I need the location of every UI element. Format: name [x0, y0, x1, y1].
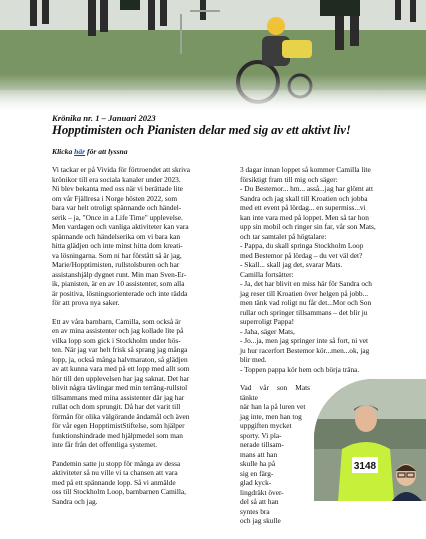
- text-line: - Skall... skall jag det, svarar Mats.: [240, 260, 343, 269]
- text-line: Vi tackar er på Vivida för förtroendet att skriva: [52, 165, 191, 174]
- text-line: superroligt Pappa!: [240, 317, 295, 326]
- text-line: för att prova nya saker.: [52, 298, 120, 307]
- text-line: rullat och dom sprungit. Då har det varit till: [52, 402, 181, 411]
- bib-number: 3148: [353, 461, 377, 472]
- text-line: syntes bra: [240, 506, 270, 516]
- right-paragraph-1: [240, 165, 392, 374]
- column-kicker: Krönika nr. 1 – Januari 2023: [52, 113, 156, 123]
- text-line: för vår egen HopptimistStiftelse, som hjälper: [52, 421, 185, 430]
- page-title: Hopptimisten och Pianisten delar med sig av ett aktivt liv!: [52, 123, 351, 137]
- runner-photo: [314, 379, 426, 501]
- text-line: Sandra och jag skall till Kroatien och jobba: [240, 193, 368, 203]
- text-line: blir med.: [240, 355, 267, 364]
- text-line: om vår Fjällresa i Norge hösten 2022, som: [52, 193, 178, 203]
- text-line: - Toppen pappa kör hem och börja träna.: [240, 364, 360, 374]
- text-line: jag inte, men han tog: [240, 411, 302, 421]
- text-line: med på ett spännande lopp. Så vi anmälde: [52, 477, 176, 487]
- text-line: 3 dagar innan loppet så kommer Camilla lite: [240, 165, 371, 174]
- text-line: är positiva, lösningsorienterade och inte rädda: [52, 288, 188, 298]
- text-line: med ett event på lördag... en supermiss...vi: [240, 203, 366, 212]
- text-line: förmån för olika välgörande ändamål och även: [52, 411, 190, 421]
- text-line: oss till Stockholm Loop, barnbarnen Camilla,: [52, 487, 187, 496]
- text-line: lingdräkt över-: [240, 487, 284, 497]
- text-line: när han la på luren vet: [240, 402, 306, 411]
- text-line: inte får från det offentliga systemet.: [52, 440, 158, 449]
- text-line: uppgiften mycket: [240, 421, 292, 430]
- listen-line: [52, 147, 128, 156]
- text-line: Vad vår son Mats tänkte: [240, 383, 310, 402]
- right-column: [240, 165, 392, 374]
- text-line: nerade tillsam-: [240, 440, 284, 449]
- text-line: Men vardagen och vanliga aktiviteter kan vara: [52, 222, 189, 231]
- text-line: spännande och händelserika om vi bara kan: [52, 231, 181, 241]
- text-line: lopp, ja, också många halvmaraton, så glädjen: [52, 354, 188, 364]
- text-line: ten. När jag var helt frisk så sprang jag många: [52, 345, 188, 354]
- text-line: va lösningarna. Som ni har förstått så är jag,: [52, 250, 182, 260]
- text-line: upp sin mobil och ringer sin far, vår son Mats,: [240, 222, 376, 231]
- text-line: - Ja, det har blivit en miss här för Sandra och: [240, 279, 372, 288]
- text-line: Ett av våra barnbarn, Camilla, som också är: [52, 316, 181, 326]
- text-line: mans att han: [240, 449, 278, 459]
- text-line: ik, pianisten, är en av 10 assistenter, som alla: [52, 279, 185, 288]
- text-line: och jag skulle: [240, 516, 281, 525]
- text-line: Marie/Hopptimisten, rullstolsburen och har: [52, 260, 180, 269]
- text-line: Ni blev bekanta med oss när vi berättade lite: [52, 184, 183, 193]
- text-line: - Jaha, säger Mats,: [240, 326, 295, 336]
- text-line: jag reser till Kroatien över helgen på jobb...: [240, 288, 369, 298]
- text-line: serik – ja, "Once in a Life Time" upplevelse.: [52, 212, 183, 222]
- text-line: hör till den upplevelsen har jag saknat. Det har: [52, 373, 190, 383]
- text-line: - Du Bestemor... hm... asså...jag har glömt att: [240, 184, 373, 193]
- text-line: del så att han: [240, 497, 279, 506]
- text-line: bara var helt otroligt spännande och händel-: [52, 203, 182, 212]
- runner-illustration: [314, 379, 426, 501]
- text-line: kan inte vara med på loppet. Men så tar hon: [240, 212, 369, 222]
- text-line: en av mina assistenter och jag kollade lite på: [52, 326, 184, 335]
- right-paragraph-wrap: [240, 383, 310, 526]
- text-line: glad kyck-: [240, 478, 272, 487]
- left-paragraph-3: [52, 459, 215, 507]
- left-paragraph-2: [52, 317, 215, 450]
- hero-photo: [0, 0, 426, 112]
- text-line: och tar samtalet på högtalare:: [240, 231, 327, 241]
- text-line: aktiviteter så nu ville vi ta chansen att vara: [52, 468, 178, 477]
- text-line: - Pappa, du skall springa Stockholm Loop: [240, 241, 364, 250]
- text-line: sig en färg-: [240, 468, 274, 478]
- text-line: funktionshindrade med hjälpmedel som man: [52, 430, 183, 440]
- listen-prefix: Klicka: [52, 147, 75, 156]
- text-line: assistanshjälp dygnet runt. Min man Sven-Er-: [52, 269, 187, 279]
- text-line: krönikor till era sociala kanaler under 2023.: [52, 174, 181, 184]
- text-line: Sandra och jag.: [52, 496, 98, 506]
- text-line: blivit några tävlingar med min terräng-rullstol: [52, 383, 188, 392]
- text-line: men tänk vad roligt nu får det...Mor och Son: [240, 298, 372, 307]
- text-line: med Bestemor på lördag – du vet väl det?: [240, 250, 363, 260]
- hero-fade: [0, 74, 426, 112]
- text-line: rullar och springer tillsammans – det blir ju: [240, 307, 368, 317]
- text-line: Camilla fortsätter:: [240, 269, 294, 279]
- text-line: av att kunna vara med på ett lopp med allt som: [52, 364, 190, 373]
- listen-suffix: för att lyssna: [85, 147, 128, 156]
- text-line: - Jo...ja, men jag springer inte så fort, ni vet: [240, 336, 369, 345]
- text-line: skulle ha på: [240, 459, 276, 468]
- left-paragraph-1: [52, 165, 215, 308]
- text-line: Pandemin satte ju stopp för många av dessa: [52, 458, 181, 468]
- text-line: vilka lopp som gick i Stockholm under hös-: [52, 335, 181, 345]
- text-line: tillsammans med mina assistenter där jag har: [52, 392, 185, 402]
- text-line: hitta glädjen och inte minst hitta dom kreati-: [52, 241, 183, 250]
- text-line: försiktigt fram till mig och säger:: [240, 174, 338, 184]
- left-column: [52, 165, 215, 506]
- listen-link[interactable]: här: [74, 147, 86, 156]
- text-line: sporty. Vi pla-: [240, 430, 282, 440]
- text-line: ju hur racerfort Bestemor kör...men...ok, jag: [240, 345, 370, 355]
